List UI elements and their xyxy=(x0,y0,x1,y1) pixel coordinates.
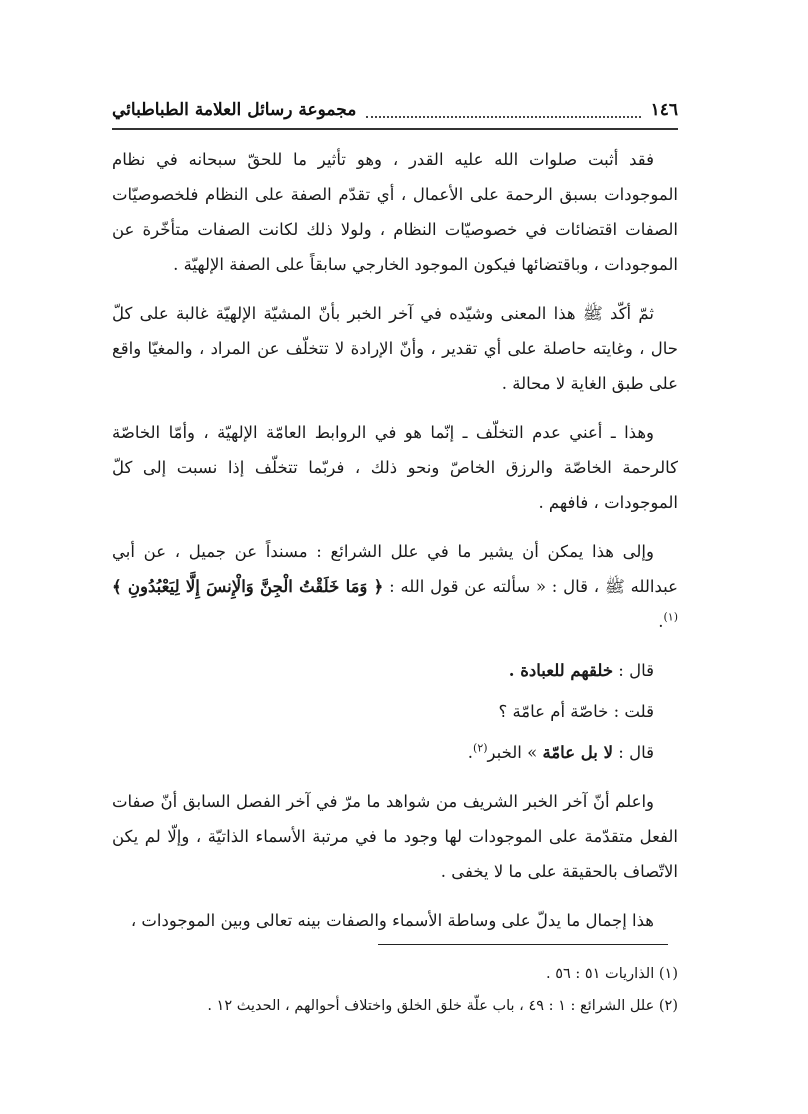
dialog-3-answer: لا بل عامّة xyxy=(542,743,614,762)
header-leader-dots xyxy=(366,102,640,118)
paragraph-3: وهذا ـ أعني عدم التخلّف ـ إنّما هو في الروابط العامّة الإلهيّة ، وأمّا الخاصّة كالرحمة الخاصّة والرزق الخاصّ ونحو ذلك ، فربّما تتخلّف إذا نسبت إلى كلّ الموجودات ، فافهم . xyxy=(112,423,678,512)
dialog-1-answer: خلقهم للعبادة . xyxy=(508,661,614,680)
page-number: ١٤٦ xyxy=(650,100,678,120)
dialog-line-2: قلت : خاصّة أم عامّة ؟ xyxy=(498,702,654,721)
dialog-line-1 xyxy=(112,653,678,688)
paragraph-6: هذا إجمال ما يدلّ على وساطة الأسماء والصفات بينه تعالى وبين الموجودات ، xyxy=(130,911,654,930)
paragraph-4-end: . xyxy=(658,612,664,631)
dialog-line-3 xyxy=(112,735,678,770)
dialog-1-lead: قال : xyxy=(618,661,654,680)
main-text xyxy=(112,142,678,952)
dialog-3-end: . xyxy=(467,743,474,762)
dialog-3-tail: » الخبر xyxy=(487,743,538,762)
dialog-3-lead: قال : xyxy=(618,743,654,762)
quran-verse: ﴿ وَمَا خَلَقْتُ الْجِنَّ وَالْإِنسَ إِلَّا لِيَعْبُدُونِ ﴾ xyxy=(112,577,384,596)
footnote-ref-1[interactable]: (١) xyxy=(663,610,678,624)
footnote-ref-2[interactable]: (٢) xyxy=(473,741,488,755)
paragraph-4 xyxy=(112,534,678,639)
paragraph-5: واعلم أنّ آخر الخبر الشريف من شواهد ما مرّ في آخر الفصل السابق أنّ صفات الفعل متقدّمة على الموجودات لها وجود ما في مرتبة الأسماء الذاتيّة ، وإلّا لم يكن الاتّصاف بالحقيقة على ما لا يخفى . xyxy=(112,792,678,881)
footnotes xyxy=(112,958,678,1022)
paragraph-2: ثمّ أكّد ﷺ هذا المعنى وشيّده في آخر الخبر بأنّ المشيّة الإلهيّة غالبة على كلّ حال ، وغايته حاصلة على أي تقدير ، وأنّ الإرادة لا تتخلّف عن المراد ، والمغيّا واقع على طبق الغاية لا محالة . xyxy=(112,304,678,393)
paragraph-1: فقد أثبت صلوات الله عليه القدر ، وهو تأثير ما للحقّ سبحانه في نظام الموجودات بسبق الرحمة على الأعمال ، أي تقدّم الصفة على النظام فلخصوصيّات الصفات اقتضائات في خصوصيّات النظام ، ولولا ذلك لكانت الصفات متأخّرة عن الموجودات ، وباقتضائها فيكون الموجود الخارجي سابقاً على الصفة الإلهيّة . xyxy=(112,150,678,274)
paragraph-4-text: وإلى هذا يمكن أن يشير ما في علل الشرائع : مسنداً عن جميل ، عن أبي عبدالله ﷺ ، قال : « سألته عن قول الله : xyxy=(112,542,678,596)
footnote-rule xyxy=(378,944,668,945)
running-title: مجموعة رسائل العلامة الطباطبائي xyxy=(112,100,357,120)
footnote-2: (٢) علل الشرائع : ١ : ٤٩ ، باب علّة خلق الخلق واختلاف أحوالهم ، الحديث ١٢ . xyxy=(207,998,678,1014)
footnote-1: (١) الذاريات ٥١ : ٥٦ . xyxy=(545,966,678,982)
page-header xyxy=(112,92,678,128)
header-rule xyxy=(112,128,678,130)
